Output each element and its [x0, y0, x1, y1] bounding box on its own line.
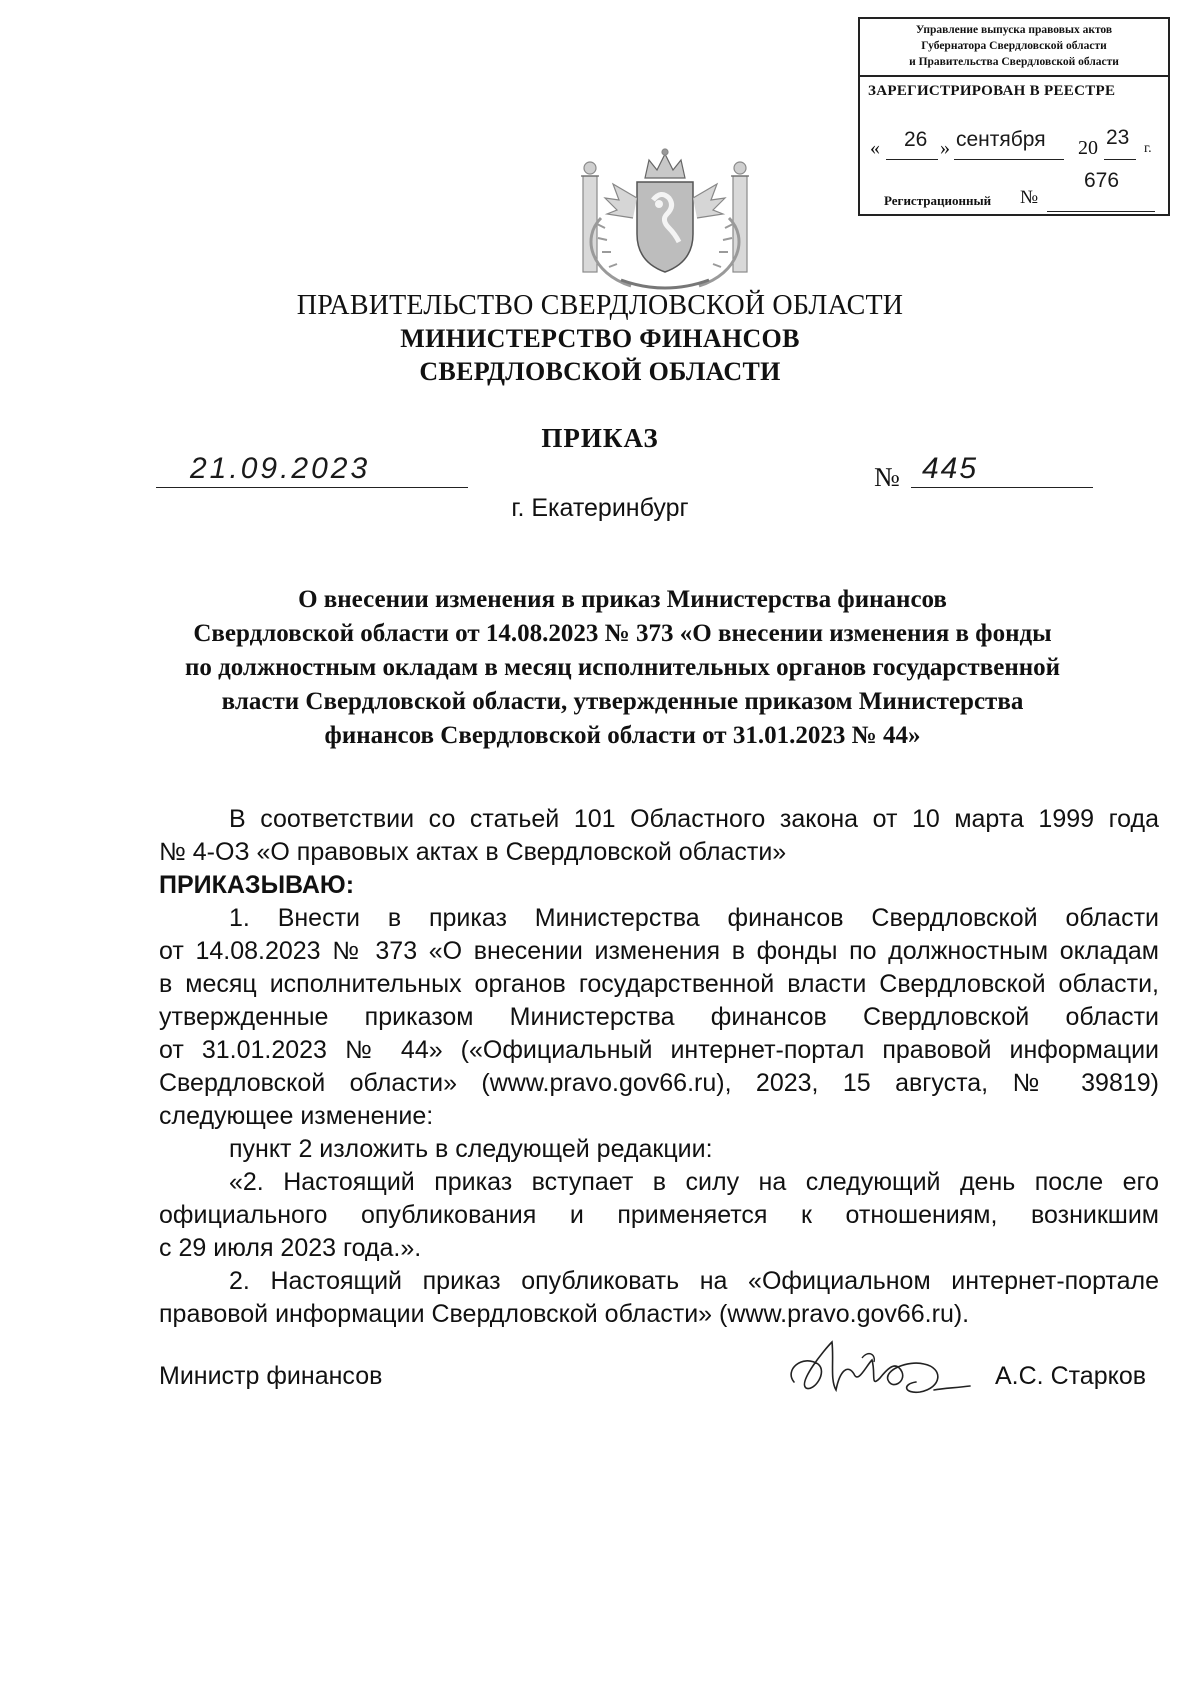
body-line: следующее изменение: [159, 1102, 434, 1130]
order-title [150, 583, 1095, 753]
document-type: ПРИКАЗ [541, 423, 659, 453]
stamp-year-unit: г. [1144, 141, 1152, 156]
stamp-day: 26 [904, 128, 928, 151]
stamp-month-underline [954, 159, 1064, 160]
stamp-header-line: Управление выпуска правовых актов [915, 24, 1113, 36]
body-line: «2. Настоящий приказ вступает в силу на следующий день после его [229, 1168, 1159, 1196]
order-number-sign: № [874, 462, 900, 492]
stamp-day-underline [886, 159, 938, 160]
body-line: В соответствии со статьей 101 Областного закона от 10 марта 1999 года [229, 805, 1159, 833]
body-line: утвержденные приказом Министерства финансов Свердловской области [159, 1003, 1159, 1031]
body-line: пункт 2 изложить в следующей редакции: [229, 1135, 713, 1163]
order-date-handwritten: 21.09.2023 [190, 452, 371, 485]
stamp-year-suffix: 23 [1106, 126, 1130, 149]
stamp-header-line: Губернатора Свердловской области [921, 40, 1107, 52]
title-line: О внесении изменения в приказ Министерства финансов [298, 586, 947, 613]
body-line: 2. Настоящий приказ опубликовать на «Официальном интернет-портале [229, 1267, 1159, 1295]
stamp-header [860, 19, 1168, 77]
stamp-reg-number: 676 [1084, 169, 1120, 192]
signatory-position: Министр финансов [159, 1362, 383, 1390]
order-number-line [911, 487, 1093, 488]
stamp-reg-underline [1047, 211, 1155, 212]
title-line: по должностным окладам в месяц исполнительных органов государственной [184, 654, 1061, 681]
government-name: ПРАВИТЕЛЬСТВО СВЕРДЛОВСКОЙ ОБЛАСТИ [296, 290, 904, 321]
stamp-reg-label: Регистрационный [884, 193, 992, 208]
stamp-header-line: и Правительства Свердловской области [909, 56, 1119, 68]
city: г. Екатеринбург [511, 494, 689, 522]
registration-stamp [858, 17, 1170, 216]
title-line: власти Свердловской области, утвержденные приказом Министерства [221, 688, 1024, 715]
body-line: 1. Внести в приказ Министерства финансов Свердловской области [229, 904, 1159, 932]
body-line: № 4-ОЗ «О правовых актах в Свердловской области» [159, 838, 787, 866]
body-line: официального опубликования и применяется к отношениям, возникшим [159, 1201, 1159, 1229]
body-line: с 29 июля 2023 года.». [159, 1234, 422, 1262]
handwritten-signature [784, 1330, 974, 1410]
region-name: СВЕРДЛОВСКОЙ ОБЛАСТИ [419, 357, 781, 386]
order-date-line [156, 487, 468, 488]
coat-of-arms-emblem [561, 148, 769, 293]
signatory-name: А.С. Старков [995, 1362, 1147, 1390]
stamp-quote-close: » [940, 137, 950, 159]
order-directive: ПРИКАЗЫВАЮ: [159, 871, 355, 899]
body-line: от 31.01.2023 № 44» («Официальный интернет-портал правовой информации [159, 1036, 1159, 1064]
stamp-year-underline [1104, 159, 1136, 160]
body-line: Свердловской области» (www.pravo.gov66.ru), 2023, 15 августа, № 39819) [159, 1069, 1159, 1097]
body-line: в месяц исполнительных органов государственной власти Свердловской области, [159, 970, 1159, 998]
order-body [159, 803, 1159, 1331]
stamp-reg-no-sign: № [1020, 187, 1039, 208]
title-line: Свердловской области от 14.08.2023 № 373 «О внесении изменения в фонды [193, 620, 1052, 647]
body-line: от 14.08.2023 № 373 «О внесении изменения в фонды по должностным окладам [159, 937, 1159, 965]
stamp-year-prefix: 20 [1078, 137, 1098, 159]
stamp-date [868, 123, 1164, 163]
ministry-name: МИНИСТЕРСТВО ФИНАНСОВ [400, 324, 800, 353]
stamp-title: ЗАРЕГИСТРИРОВАН В РЕЕСТРЕ [868, 83, 1116, 99]
stamp-quote-open: « [870, 137, 880, 159]
stamp-registration [884, 169, 1154, 209]
title-line: финансов Свердловской области от 31.01.2023 № 44» [324, 722, 921, 749]
body-line: правовой информации Свердловской области» (www.pravo.gov66.ru). [159, 1300, 970, 1328]
stamp-month: сентября [956, 128, 1046, 151]
order-number-handwritten: 445 [922, 452, 979, 485]
